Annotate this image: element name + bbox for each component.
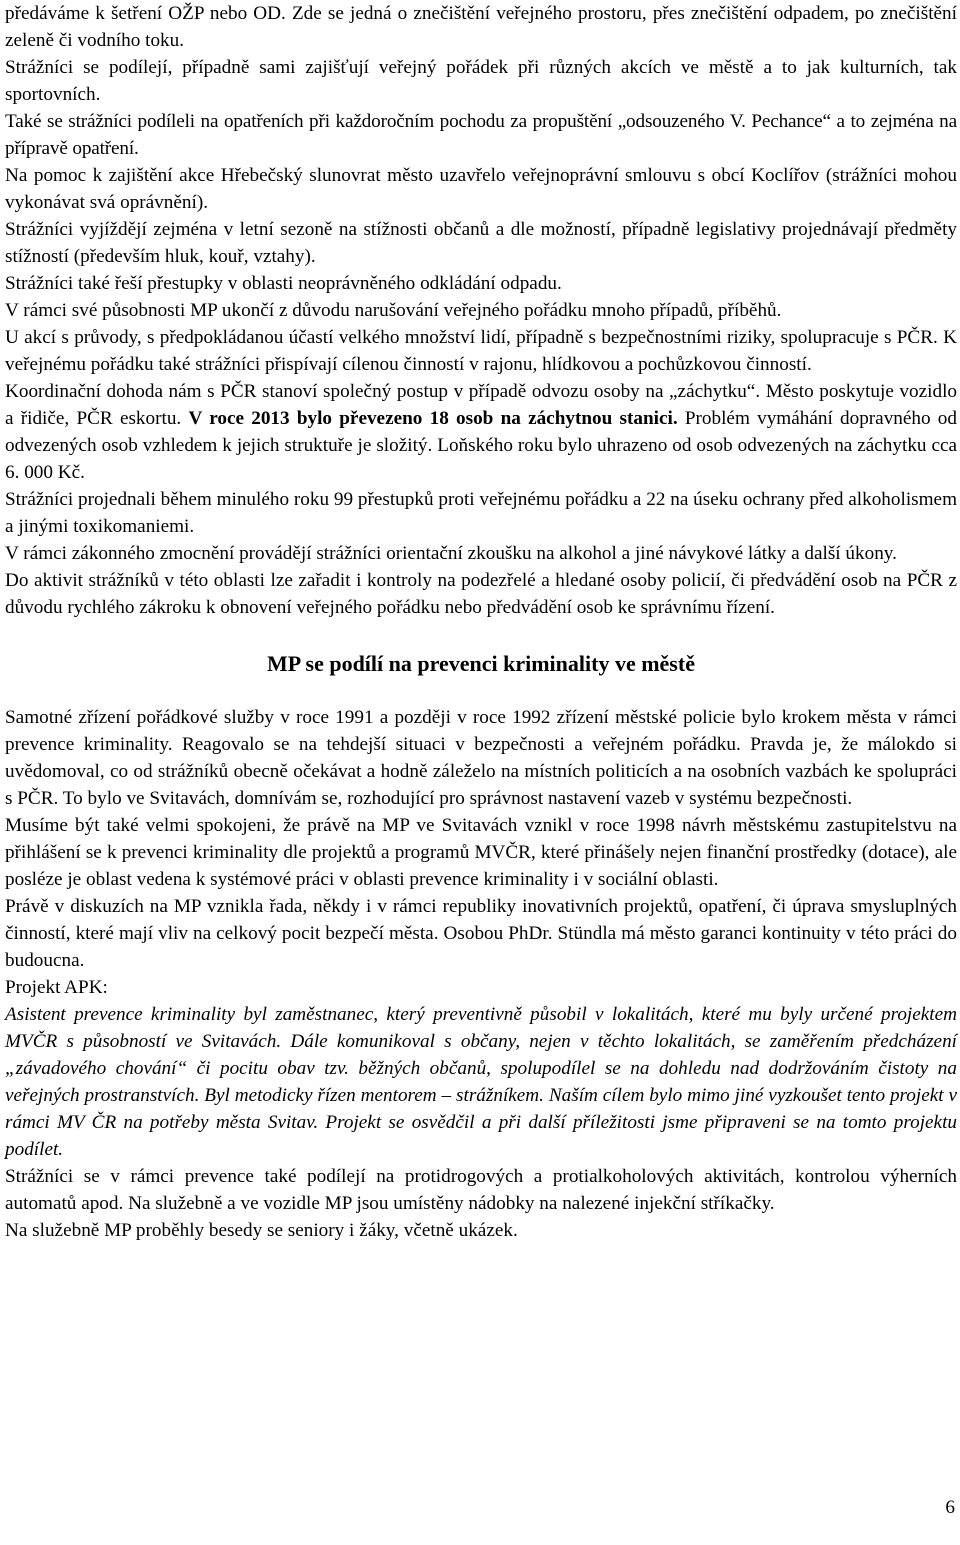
paragraph-offences-count: Strážníci projednali během minulého roku 99 přestupků proti veřejnému pořádku a 22 na úseku ochrany před alkoholismem a jinými toxikomaniemi. xyxy=(5,489,957,537)
document-page xyxy=(5,0,957,1244)
paragraph-detox-transport xyxy=(5,378,957,486)
page-number: 6 xyxy=(945,1497,955,1518)
paragraph-prevention-program: Musíme být také velmi spokojeni, že právě na MP ve Svitavách vznikl v roce 1998 návrh městskému zastupitelstvu na přihlášení se k prevenci kriminality dle projektů a programů MVČR, které přinášely nejen finanční prostředky (dotace), ale posléze je oblast vedena k systémové práci v oblasti prevence kriminality i v sociální oblasti. xyxy=(5,815,957,890)
paragraph-public-order-events: Strážníci se podílejí, případně sami zajišťují veřejný pořádek při různých akcích ve městě a to jak kulturních, tak sportovních. xyxy=(5,57,957,105)
paragraph-apk-title: Projekt APK: xyxy=(5,977,108,998)
detox-text-start: Koordinační dohoda nám s PČR stanoví společný postup v případě odvozu osoby na „záchytku“. Město poskytuje vozidlo a řidiče, PČR eskortu. xyxy=(5,381,957,429)
paragraph-apk-description: Asistent prevence kriminality byl zaměstnanec, který preventivně působil v lokalitách, které mu byly určené projektem MVČR s působností ve Svitavách. Dále komunikoval s občany, nejen v těchto lokalitách, se zaměřením předcházení „závadového chování“ či pocitu obav tzv. běžných občanů, spolupodílel se na dohledu nad dodržováním čistoty na veřejných prostranstvích. Byl metodicky řízen mentorem – strážníkem. Naším cílem bylo mimo jiné vyzkoušet tento projekt v rámci MV ČR na potřeby města Svitav. Projekt se osvědčil a při další příležitosti jsme připraveni se na tomto projektu podílet. xyxy=(5,1004,957,1160)
paragraph-public-order-cases: V rámci své působnosti MP ukončí z důvodu narušování veřejného pořádku mnoho případů, příběhů. xyxy=(5,300,782,321)
paragraph-alcohol-tests: V rámci zákonného zmocnění provádějí strážníci orientační zkoušku na alkohol a jiné návykové látky a další úkony. xyxy=(5,543,897,564)
section-spacer-bottom xyxy=(5,677,957,704)
paragraph-pechanec-march: Také se strážníci podíleli na opatřeních při každoročním pochodu za propuštění „odsouzeného V. Pechance“ a to zejména na přípravě opatření. xyxy=(5,111,957,159)
paragraph-drug-prevention: Strážníci se v rámci prevence také podílejí na protidrogových a protialkoholových aktivitách, kontrolou výherních automatů apod. Na služebně a ve vozidle MP jsou umístěny nádobky na nalezené injekční stříkačky. xyxy=(5,1166,957,1214)
paragraph-wanted-persons: Do aktivit strážníků v této oblasti lze zařadit i kontroly na podezřelé a hledané osoby policií, či předvádění osob na PČR z důvodu rychlého zákroku k obnovení veřejného pořádku nebo předvádění osob ke správnímu řízení. xyxy=(5,570,957,618)
paragraph-history: Samotné zřízení pořádkové služby v roce 1991 a později v roce 1992 zřízení městské policie bylo krokem města v rámci prevence kriminality. Reagovalo se na tehdejší situaci v bezpečnosti a veřejném pořádku. Pravda je, že málokdo si uvědomoval, co od strážníků obecně očekávat a hodně záleželo na místních politicích a na osobních vazbách ke spolupráci s PČR. To bylo ve Svitavách, domnívám se, rozhodující pro správnost nastavení vazeb v systému bezpečnosti. xyxy=(5,707,957,809)
section-heading: MP se podílí na prevenci kriminality ve městě xyxy=(267,651,695,676)
detox-text-end: Problém vymáhání dopravného od odvezených osob vzhledem k jejich struktuře je složitý. Loňského roku bylo uhrazeno od osob odvezených na záchytku cca 6. 000 Kč. xyxy=(5,408,957,483)
detox-highlight: V roce 2013 bylo převezeno 18 osob na záchytnou stanici. xyxy=(188,408,678,429)
paragraph-pollution: předáváme k šetření OŽP nebo OD. Zde se jedná o znečištění veřejného prostoru, přes znečištění odpadem, po znečištění zeleně či vodního toku. xyxy=(5,3,957,51)
paragraph-police-cooperation: U akcí s průvody, s předpokládanou účastí velkého množství lidí, případně s bezpečnostními riziky, spolupracuje s PČR. K veřejnému pořádku také strážníci přispívají cílenou činností v rajonu, hlídkovou a pochůzkovou činností. xyxy=(5,327,957,375)
paragraph-innovative-projects: Právě v diskuzích na MP vznikla řada, někdy i v rámci republiky inovativních projektů, opatření, či úprava smysluplných činností, které mají vliv na celkový pocit bezpečí města. Osobou PhDr. Stündla má město garanci kontinuity v této práci do budoucna. xyxy=(5,896,957,971)
paragraph-seminars: Na služebně MP proběhly besedy se seniory i žáky, včetně ukázek. xyxy=(5,1220,518,1241)
paragraph-hrebecsky-slunovrat: Na pomoc k zajištění akce Hřebečský slunovrat město uzavřelo veřejnoprávní smlouvu s obcí Koclířov (strážníci mohou vykonávat svá oprávnění). xyxy=(5,165,957,213)
section-spacer-top xyxy=(5,621,957,650)
paragraph-waste-offences: Strážníci také řeší přestupky v oblasti neoprávněného odkládání odpadu. xyxy=(5,273,562,294)
paragraph-complaints: Strážníci vyjíždějí zejména v letní sezoně na stížnosti občanů a dle možností, případně legislativy projednávají předměty stížností (především hluk, kouř, vztahy). xyxy=(5,219,957,267)
